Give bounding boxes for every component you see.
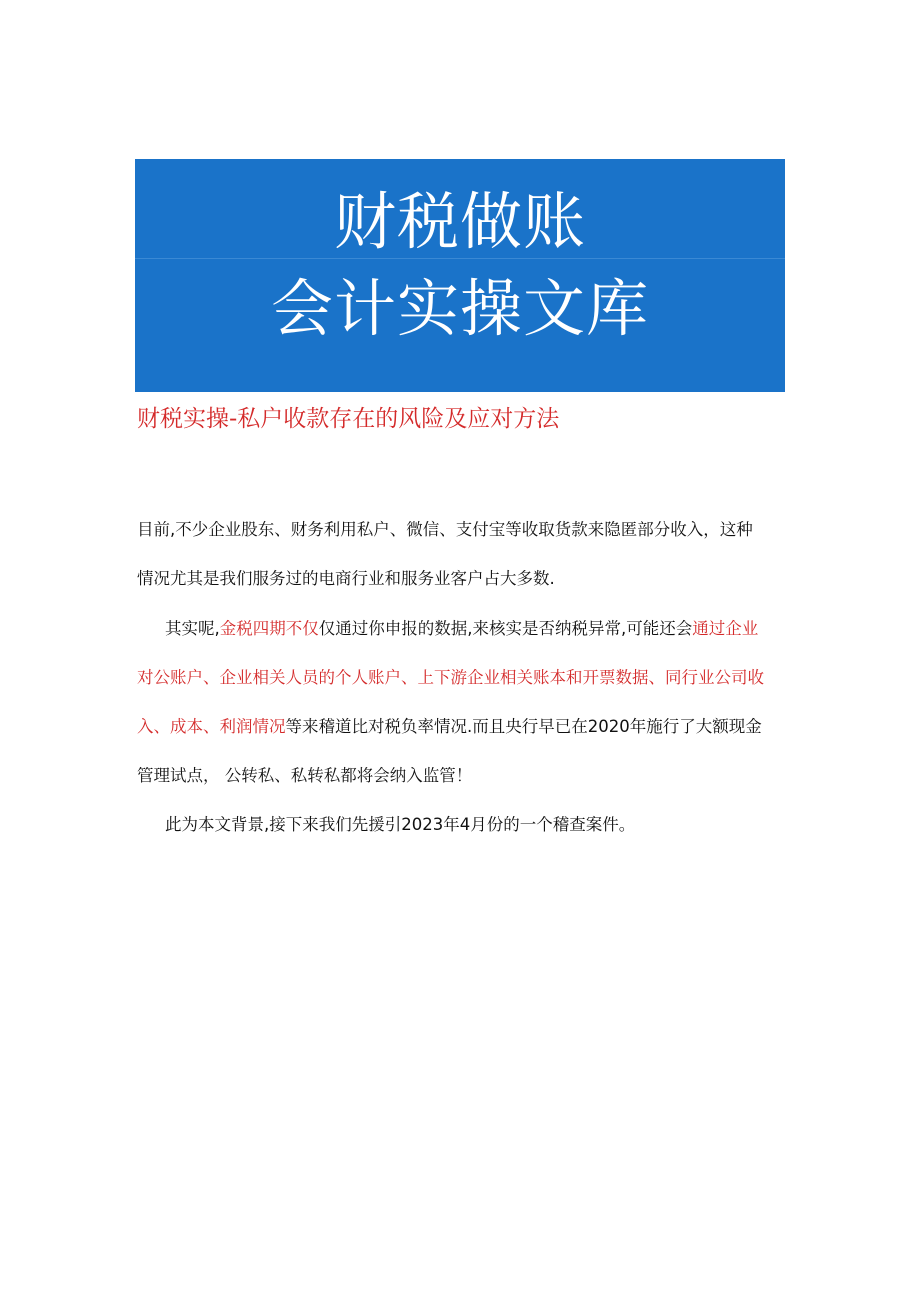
highlight-text: 金税四期不仅 [219, 619, 319, 638]
banner-title-line-2: 会计实操文库 [270, 272, 649, 345]
text-span: 等来稽道比对税负率情况.而且央行早已在2020年施行了大额现金 [285, 717, 762, 736]
banner-title-line-1: 财税做账 [333, 185, 586, 258]
text-span: 其实呢, [165, 619, 220, 638]
document-title: 财税实操-私户收款存在的风险及应对方法 [137, 406, 560, 432]
text-span: 仅通过你申报的数据,来核实是否纳税异常,可能还会 [318, 619, 693, 638]
paragraph-intro [137, 505, 787, 603]
paragraph-line: 此为本文背景,接下来我们先援引2023年4月份的一个稽查案件。 [165, 815, 636, 834]
paragraph-line: 目前,不少企业股东、财务利用私户、微信、支付宝等收取货款来隐匿部分收入，这种 [137, 520, 753, 539]
banner-divider [135, 258, 785, 259]
highlight-line: 对公账户、企业相关人员的个人账户、上下游企业相关账本和开票数据、同行业公司收 [137, 668, 764, 687]
paragraph-line: 管理试点， 公转私、私转私都将会纳入监管！ [137, 766, 473, 785]
highlight-text: 通过企业 [692, 619, 759, 638]
highlight-text: 入、成本、利润情况 [137, 717, 286, 736]
paragraph-line [137, 604, 787, 653]
paragraph-background [137, 800, 787, 849]
paragraph-line [137, 702, 787, 751]
paragraph-golden-tax [137, 604, 787, 800]
paragraph-line: 情况尤其是我们服务过的电商行业和服务业客户占大多数. [137, 569, 555, 588]
